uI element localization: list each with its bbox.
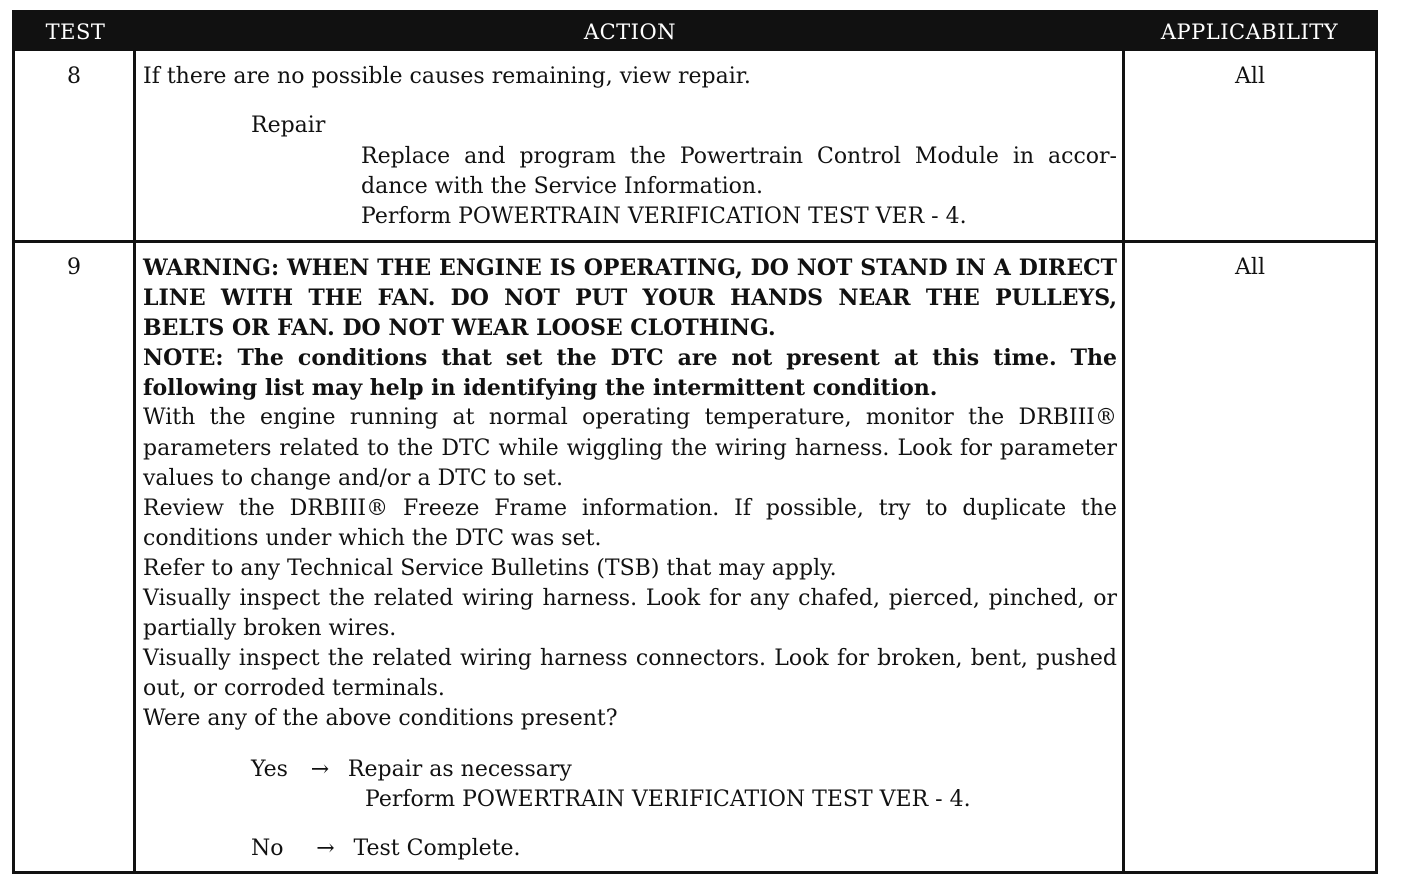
row-divider xyxy=(15,240,1375,243)
repair-line: Replace and program the Powertrain Control Module in accor- xyxy=(361,144,1117,169)
step-text: Visually inspect the related wiring harness. Look for any chafed, pierced, pinched, or partially broken wires. xyxy=(143,586,1117,642)
step-text: Visually inspect the related wiring harness connectors. Look for broken, bent, pushed out, or corroded terminals. xyxy=(143,646,1117,702)
question-text: Were any of the above conditions present? xyxy=(143,706,618,732)
note-text: NOTE: The conditions that set the DTC are not present at this time. The following list may help in identifying the intermittent condition. xyxy=(143,345,1117,402)
repair-line: dance with the Service Information. xyxy=(361,174,764,199)
action-body xyxy=(143,253,1117,735)
test-number: 9 xyxy=(67,255,81,280)
column-divider xyxy=(1122,51,1125,871)
yes-result-line: Perform POWERTRAIN VERIFICATION TEST VER - 4. xyxy=(365,787,971,812)
no-label: No xyxy=(251,836,284,861)
yes-result: Repair as necessary xyxy=(347,757,572,782)
header-action: ACTION xyxy=(583,20,677,44)
table-header xyxy=(15,13,1375,51)
repair-label: Repair xyxy=(251,113,326,138)
yes-label: Yes xyxy=(251,757,288,782)
no-branch xyxy=(251,834,521,864)
action-intro: If there are no possible causes remaining, view repair. xyxy=(143,64,751,89)
repair-line: Perform POWERTRAIN VERIFICATION TEST VER - 4. xyxy=(361,204,967,229)
warning-text: WARNING: WHEN THE ENGINE IS OPERATING, DO NOT STAND IN A DIRECT LINE WITH THE FAN. DO NOT PUT YOUR HANDS NEAR THE PULLEYS, BELTS OR FAN. DO NOT WEAR LOOSE CLOTHING. xyxy=(143,255,1117,342)
step-text: Refer to any Technical Service Bulletins (TSB) that may apply. xyxy=(143,555,837,581)
header-test: TEST xyxy=(45,20,106,44)
step-text: With the engine running at normal operating temperature, monitor the DRBIII® parameters related to the DTC while wiggling the wiring harness. Look for parameter values to change and/or a DTC to set. xyxy=(143,405,1117,491)
repair-instructions xyxy=(361,142,1117,232)
no-result: Test Complete. xyxy=(353,836,521,861)
test-number: 8 xyxy=(67,64,81,89)
diagnostic-table xyxy=(12,10,1378,874)
applicability-value: All xyxy=(1235,255,1265,280)
step-text: Review the DRBIII® Freeze Frame information. If possible, try to duplicate the conditions under which the DTC was set. xyxy=(143,495,1117,551)
header-applicability: APPLICABILITY xyxy=(1160,20,1339,44)
applicability-value: All xyxy=(1235,64,1265,89)
arrow-right-icon: → xyxy=(316,836,335,861)
column-divider xyxy=(133,51,136,871)
arrow-right-icon: → xyxy=(310,757,330,782)
yes-branch xyxy=(251,755,572,785)
